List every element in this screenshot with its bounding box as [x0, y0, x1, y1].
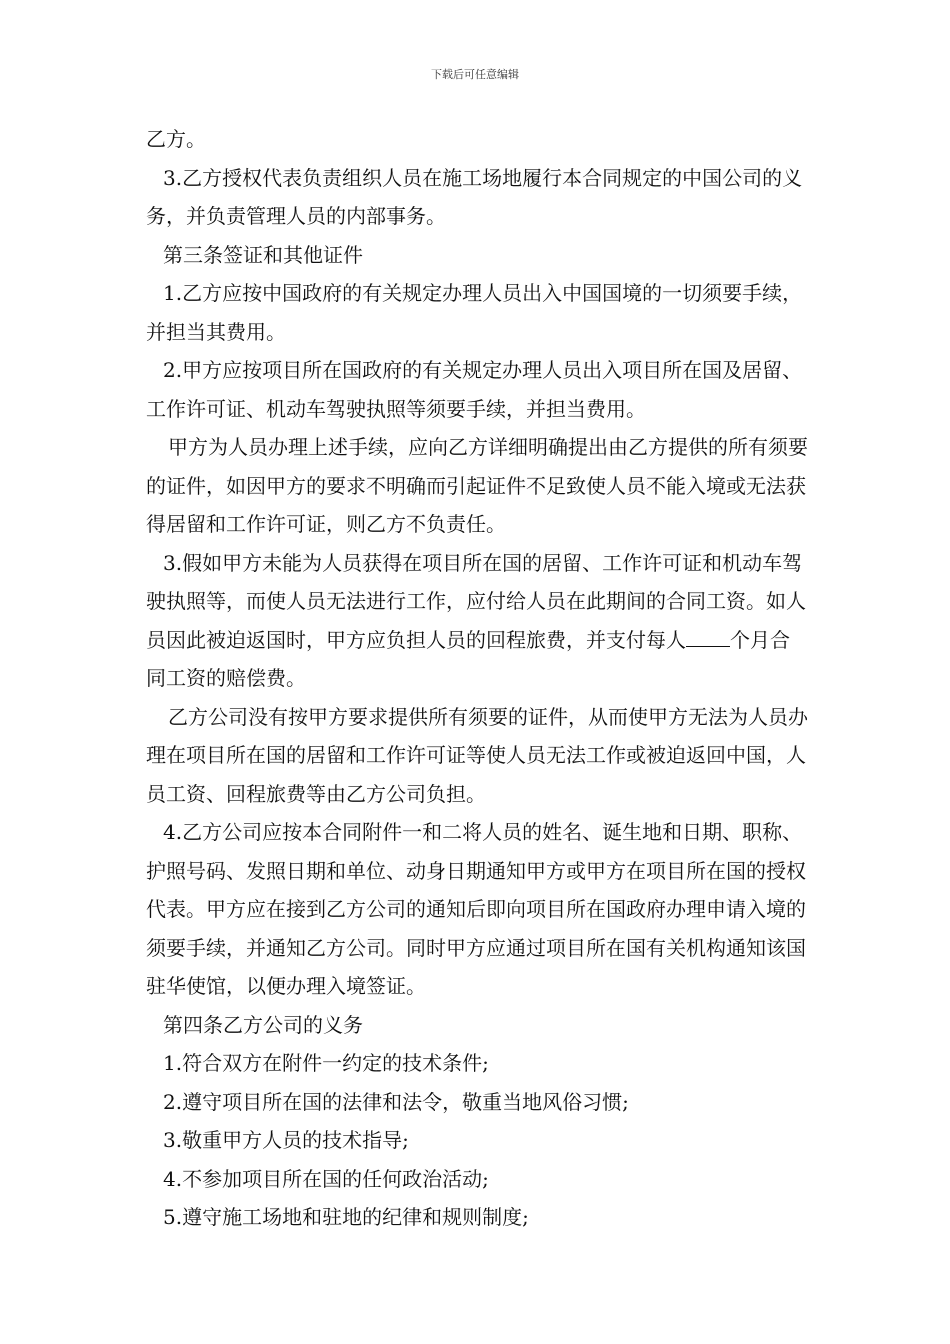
paragraph: 乙方公司没有按甲方要求提供所有须要的证件，从而使甲方无法为人员办理在项目所在国的居留和工作许可证等使人员无法工作或被迫返回中国，人员工资、回程旅费等由乙方公司负担。	[146, 704, 808, 806]
paragraph-text: 3.假如甲方未能为人员获得在项目所在国的居留、工作许可证和机动车驾驶执照等，而使人员无法进行工作，应付给人员在此期间的合同工资。如人员因此被迫返国时，甲方应负担人员的回程旅费，并支付每人	[146, 550, 806, 652]
section-heading: 第四条乙方公司的义务	[163, 1012, 363, 1037]
paragraph: 甲方为人员办理上述手续，应向乙方详细明确提出由乙方提供的所有须要的证件，如因甲方的要求不明确而引起证件不足致使人员不能入境或无法获得居留和工作许可证，则乙方不负责任。	[146, 435, 808, 536]
section-heading: 第三条签证和其他证件	[163, 242, 363, 267]
paragraph: 1.乙方应按中国政府的有关规定办理人员出入中国国境的一切须要手续，并担当其费用。	[146, 281, 803, 344]
list-item: 2.遵守项目所在国的法律和法令，敬重当地风俗习惯;	[163, 1089, 629, 1114]
paragraph: 3.乙方授权代表负责组织人员在施工场地履行本合同规定的中国公司的义务，并负责管理人员的内部事务。	[146, 165, 803, 228]
paragraph	[146, 544, 808, 698]
list-item: 3.敬重甲方人员的技术指导;	[163, 1128, 409, 1152]
list-item: 5.遵守施工场地和驻地的纪律和规则制度;	[163, 1205, 529, 1229]
document-body	[146, 120, 808, 1237]
paragraph: 4.乙方公司应按本合同附件一和二将人员的姓名、诞生地和日期、职称、护照号码、发照日期和单位、动身日期通知甲方或甲方在项目所在国的授权代表。甲方应在接到乙方公司的通知后即向项目所在国政府办理申请入境的须要手续，并通知乙方公司。同时甲方应通过项目所在国有关机构通知该国驻华使馆，以便办理入境签证。	[146, 820, 806, 998]
paragraph: 2.甲方应按项目所在国政府的有关规定办理人员出入项目所在国及居留、工作许可证、机动车驾驶执照等须要手续，并担当费用。	[146, 358, 803, 421]
list-item: 4.不参加项目所在国的任何政治活动;	[163, 1166, 489, 1191]
list-item: 1.符合双方在附件一约定的技术条件;	[163, 1051, 489, 1075]
paragraph: 乙方。	[146, 127, 206, 151]
page-header: 下载后可任意编辑	[431, 68, 519, 81]
paragraph-text: 个月合同工资的赔偿费。	[146, 627, 790, 690]
fill-in-blank	[686, 628, 730, 647]
